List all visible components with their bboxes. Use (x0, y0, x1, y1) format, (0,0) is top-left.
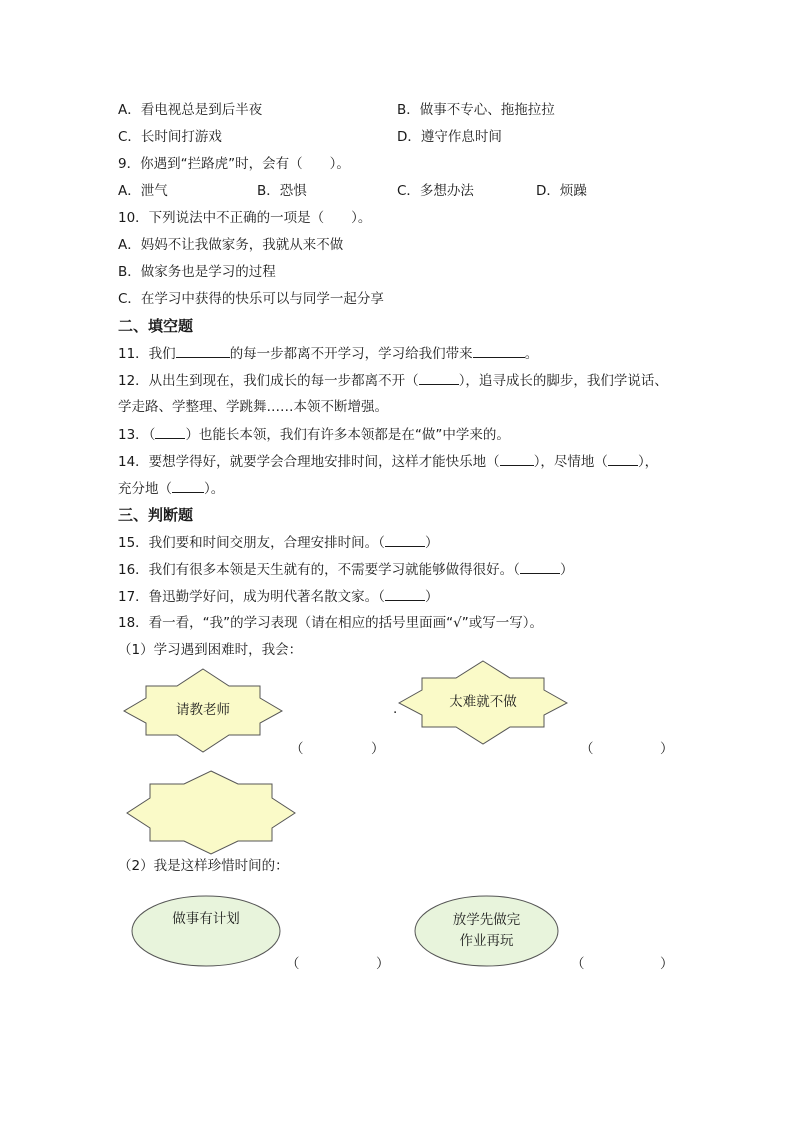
q11 (118, 344, 538, 363)
q12-line-2: 学走路、学整理、学跳舞……本领不断增强。 (118, 399, 388, 415)
q16-text-1: 16．我们有很多本领是天生就有的，不需要学习就能够做得很好。（ (118, 562, 520, 578)
q9-option-a: A．泄气 (118, 183, 168, 199)
q16 (118, 560, 573, 579)
q11-blank-1[interactable] (176, 344, 230, 358)
q15-text-1: 15．我们要和时间交朋友，合理安排时间。（ (118, 535, 385, 551)
paren-open-3: （ (286, 956, 300, 972)
oval-label-homework-first: 放学先做完 作业再玩 (452, 912, 521, 949)
oval-label-plan: 做事有计划 (172, 910, 240, 927)
paren-close-1: ） (371, 741, 385, 757)
stray-dot: . (393, 701, 398, 717)
q14-text-1: 14．要想学得好，就要学会合理地安排时间，这样才能快乐地（ (118, 454, 500, 470)
paren-close-4: ） (660, 956, 674, 972)
star-label-ask-teacher: 请教老师 (176, 702, 230, 718)
paren-close-2: ） (660, 741, 674, 757)
q11-text-1: 11．我们 (118, 346, 176, 362)
q11-text-3: 。 (524, 346, 539, 362)
q18-part2-title: （2）我是这样珍惜时间的： (118, 858, 289, 874)
q12-blank[interactable] (419, 371, 459, 385)
oval-shape-plan (131, 895, 281, 967)
q17-text-1: 17．鲁迅勤学好问，成为明代著名散文家。（ (118, 589, 385, 605)
q17-blank[interactable] (385, 587, 425, 601)
q14-line-1 (118, 452, 658, 471)
star-shape-empty[interactable] (126, 770, 296, 855)
q15-text-2: ） (424, 535, 439, 551)
section-judge-title: 三、判断题 (118, 506, 194, 524)
q8-option-d: D．遵守作息时间 (397, 129, 502, 145)
section-fill-in-title: 二、填空题 (118, 317, 194, 335)
q14-blank-1[interactable] (500, 452, 534, 466)
q9-option-c: C．多想办法 (397, 183, 474, 199)
q17 (118, 587, 438, 606)
q13 (118, 425, 510, 444)
q12-text-2: ），追寻成长的脚步，我们学说话、 (458, 373, 668, 389)
q10-option-c: C．在学习中获得的快乐可以与同学一起分享 (118, 291, 384, 307)
q15-blank[interactable] (385, 533, 425, 547)
q11-text-2: 的每一步都离不开学习，学习给我们带来 (229, 346, 473, 362)
q8-option-a: A．看电视总是到后半夜 (118, 102, 263, 118)
paren-open-1: （ (290, 741, 304, 757)
q14-blank-3[interactable] (172, 479, 204, 493)
q13-text-2: ）也能长本领，我们有许多本领都是在“做”中学来的。 (185, 427, 510, 443)
q18-stem: 18．看一看，“我”的学习表现（请在相应的括号里面画“√”或写一写）。 (118, 615, 544, 631)
q14-text-4: 充分地（ (118, 481, 172, 497)
q14-text-5: ）。 (204, 481, 225, 497)
paren-close-3: ） (376, 956, 390, 972)
q16-text-2: ） (559, 562, 574, 578)
oval-shape-homework-first (414, 895, 559, 967)
q13-text-1: 13．（ (118, 427, 156, 443)
q14-blank-2[interactable] (608, 452, 638, 466)
q14-text-3: ）， (637, 454, 659, 470)
q10-stem: 10．下列说法中不正确的一项是（ ）。 (118, 210, 372, 226)
q18-part1-title: （1）学习遇到困难时，我会： (118, 642, 303, 658)
q14-text-2: ），尽情地（ (533, 454, 608, 470)
q12-text-1: 12．从出生到现在，我们成长的每一步都离不开（ (118, 373, 419, 389)
q8-option-b: B．做事不专心、拖拖拉拉 (397, 102, 555, 118)
q10-option-b: B．做家务也是学习的过程 (118, 264, 276, 280)
q13-blank[interactable] (155, 425, 185, 439)
q16-blank[interactable] (520, 560, 560, 574)
star-shape-too-hard (398, 660, 568, 745)
q12-line-1 (118, 371, 668, 390)
q15 (118, 533, 438, 552)
paren-open-2: （ (580, 741, 594, 757)
q10-option-a: A．妈妈不让我做家务，我就从来不做 (118, 237, 344, 253)
paren-open-4: （ (571, 956, 585, 972)
q14-line-2 (118, 479, 224, 498)
q9-option-b: B．恐惧 (257, 183, 307, 199)
q9-option-d: D．烦躁 (536, 183, 587, 199)
q11-blank-2[interactable] (473, 344, 525, 358)
star-label-too-hard: 太难就不做 (449, 694, 517, 710)
q8-option-c: C．长时间打游戏 (118, 129, 222, 145)
q9-stem: 9．你遇到“拦路虎”时，会有（ ）。 (118, 156, 350, 172)
star-shape-ask-teacher (123, 668, 283, 753)
q17-text-2: ） (424, 589, 439, 605)
